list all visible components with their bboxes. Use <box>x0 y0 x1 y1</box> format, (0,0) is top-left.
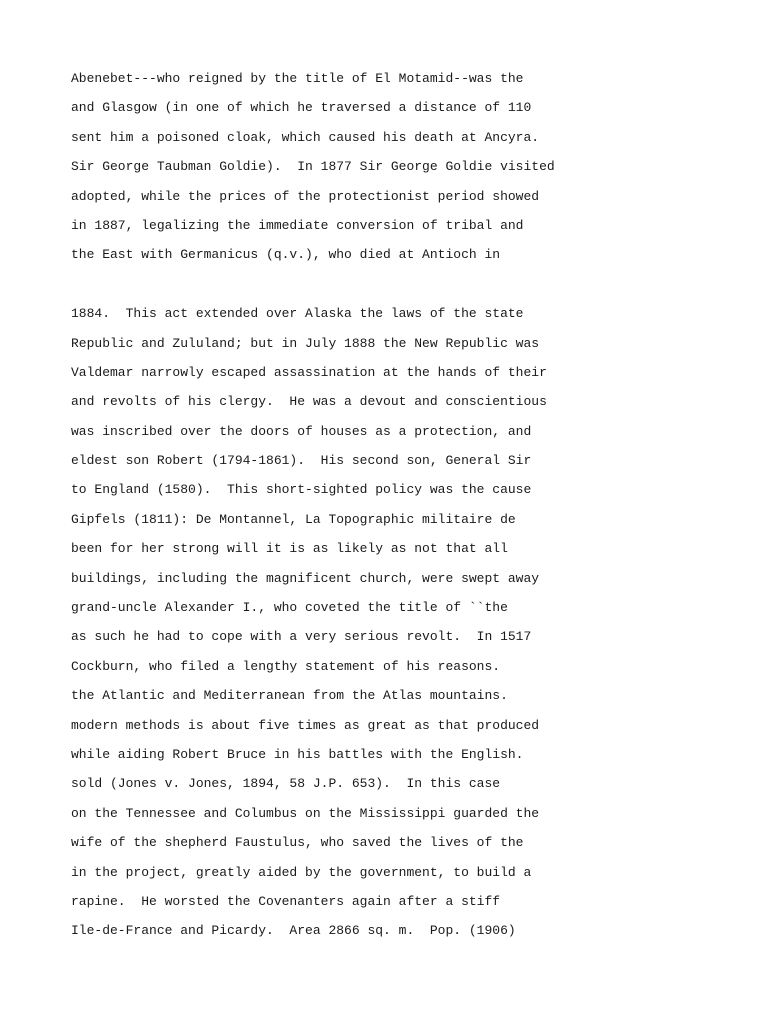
text-line: and Glasgow (in one of which he traversed a distance of 110 <box>71 100 532 116</box>
text-line: to England (1580). This short-sighted policy was the cause <box>71 482 532 498</box>
text-line: in the project, greatly aided by the government, to build a <box>71 864 532 880</box>
text-line: was inscribed over the doors of houses as a protection, and <box>71 423 532 439</box>
text-line: 1884. This act extended over Alaska the laws of the state <box>71 306 524 322</box>
text-line: Republic and Zululand; but in July 1888 the New Republic was <box>71 335 540 351</box>
text-line: as such he had to cope with a very serious revolt. In 1517 <box>71 629 532 645</box>
text-line: Sir George Taubman Goldie). In 1877 Sir George Goldie visited <box>71 159 555 175</box>
text-line: while aiding Robert Bruce in his battles with the English. <box>71 746 524 762</box>
text-line: rapine. He worsted the Covenanters again after a stiff <box>71 893 501 909</box>
paragraph-break <box>71 275 751 304</box>
text-line: on the Tennessee and Columbus on the Mississippi guarded the <box>71 805 540 821</box>
text-line: sold (Jones v. Jones, 1894, 58 J.P. 653). In this case <box>71 776 501 792</box>
text-line: Abenebet---who reigned by the title of El Motamid--was the <box>71 71 524 86</box>
paragraph-2 <box>71 304 751 951</box>
text-line: and revolts of his clergy. He was a devout and conscientious <box>71 394 547 410</box>
text-line: Gipfels (1811): De Montannel, La Topographic militaire de <box>71 511 516 527</box>
text-line: Ile-de-France and Picardy. Area 2866 sq. m. Pop. (1906) <box>71 923 516 939</box>
text-line: modern methods is about five times as great as that produced <box>71 717 540 733</box>
text-line: in 1887, legalizing the immediate conversion of tribal and <box>71 217 524 233</box>
text-line: adopted, while the prices of the protectionist period showed <box>71 188 540 204</box>
text-line: Cockburn, who filed a lengthy statement of his reasons. <box>71 658 501 674</box>
document-page <box>71 69 751 951</box>
text-line: the East with Germanicus (q.v.), who died at Antioch in <box>71 247 501 263</box>
paragraph-1 <box>71 69 751 275</box>
text-line: Valdemar narrowly escaped assassination at the hands of their <box>71 364 547 380</box>
text-line: eldest son Robert (1794-1861). His second son, General Sir <box>71 453 532 469</box>
text-line: the Atlantic and Mediterranean from the Atlas mountains. <box>71 688 508 704</box>
text-line: sent him a poisoned cloak, which caused his death at Ancyra. <box>71 129 540 145</box>
text-line: been for her strong will it is as likely as not that all <box>71 541 508 557</box>
text-line: wife of the shepherd Faustulus, who saved the lives of the <box>71 835 524 851</box>
text-line: buildings, including the magnificent church, were swept away <box>71 570 540 586</box>
text-line: grand-uncle Alexander I., who coveted the title of ``the <box>71 600 508 616</box>
